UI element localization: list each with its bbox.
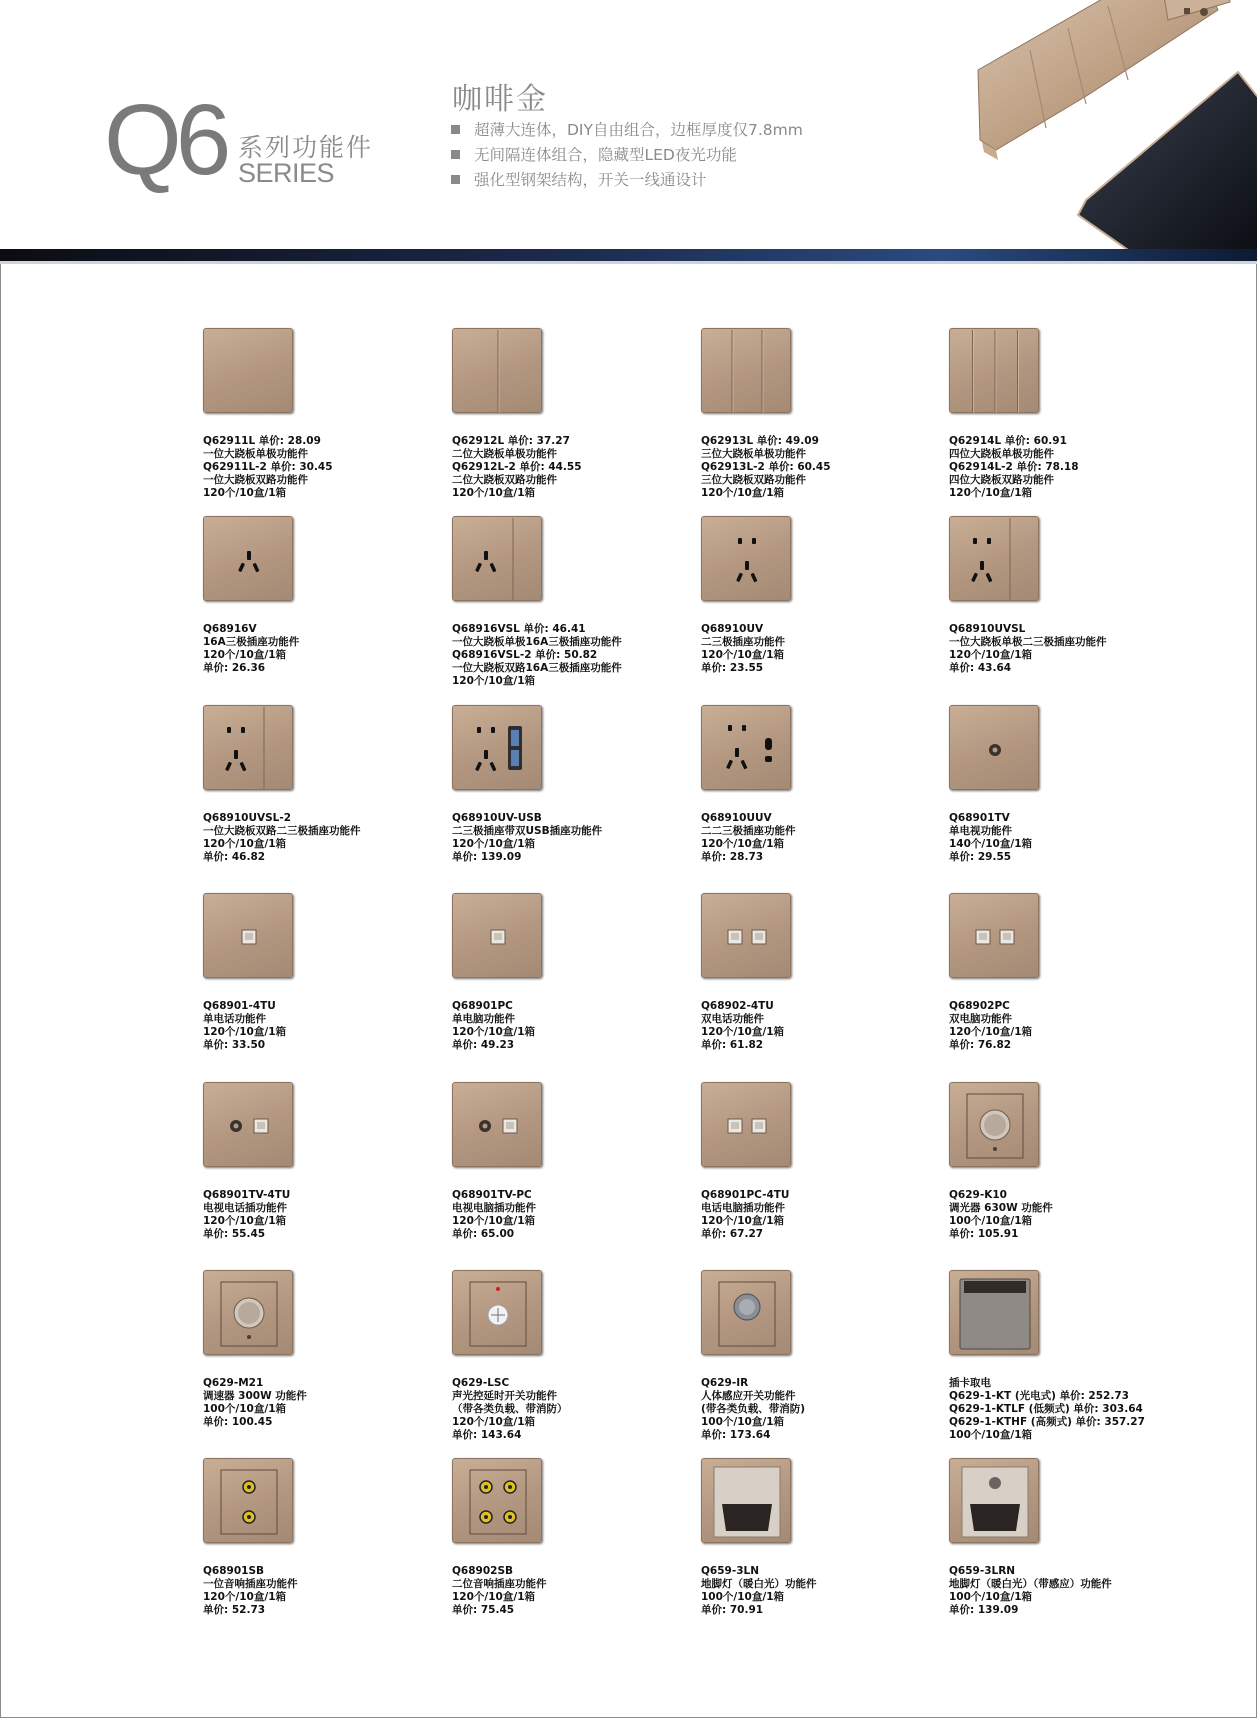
product-description	[949, 1565, 1112, 1617]
product-image	[203, 1458, 293, 1543]
product-description	[949, 623, 1107, 675]
product-image	[452, 328, 542, 413]
product-detail-line: 120个/10盒/1箱	[452, 487, 536, 499]
product-detail-line: Q62912L-2 单价: 44.55	[452, 461, 582, 473]
product-model: Q68910UV-USB	[452, 812, 542, 824]
product-model: Q629-K10	[949, 1189, 1007, 1201]
product-detail-line: 二三极插座功能件	[701, 636, 785, 648]
product-detail-line: 单价: 49.23	[452, 1039, 515, 1051]
switch-three-pin-socket-icon	[453, 517, 543, 602]
product-image	[949, 516, 1039, 601]
product-description	[452, 623, 622, 688]
product-detail-line: 120个/10盒/1箱	[452, 1591, 536, 1603]
double-phone-jack-icon	[702, 894, 792, 979]
product-image	[203, 1082, 293, 1167]
product-detail-line: 三位大跷板单极功能件	[701, 448, 806, 460]
product-description	[452, 1189, 536, 1241]
product-image	[452, 516, 542, 601]
product-detail-line: 120个/10盒/1箱	[203, 1026, 287, 1038]
product-detail-line: 100个/10盒/1箱	[701, 1591, 785, 1603]
product-description	[452, 812, 602, 864]
product-model: Q68901TV	[949, 812, 1010, 824]
product-detail-line: 地脚灯（暖白光）功能件	[701, 1578, 817, 1590]
product-detail-line: 单价: 29.55	[949, 851, 1012, 863]
product-detail-line: 120个/10盒/1箱	[452, 838, 536, 850]
product-detail-line: Q62914L-2 单价: 78.18	[949, 461, 1079, 473]
product-description	[203, 1377, 307, 1429]
single-speaker-socket-icon	[204, 1459, 294, 1544]
product-detail-line: 16A三极插座功能件	[203, 636, 300, 648]
product-detail-line: 单价: 173.64	[701, 1429, 771, 1441]
product-detail-line: 二位大跷板双路功能件	[452, 474, 557, 486]
series-label: SERIES	[238, 158, 335, 188]
series-subtitle: 系列功能件	[238, 133, 374, 162]
five-hole-socket-icon	[702, 517, 792, 602]
product-detail-line: 单电脑功能件	[452, 1013, 515, 1025]
product-detail-line: 单价: 67.27	[701, 1228, 764, 1240]
product-detail-line: 二三极插座带双USB插座功能件	[452, 825, 603, 837]
product-description	[949, 812, 1032, 864]
product-detail-line: 120个/10盒/1箱	[701, 1215, 785, 1227]
product-description	[452, 1377, 568, 1442]
product-description	[701, 1377, 805, 1442]
phone-network-outlet-icon	[702, 1083, 792, 1168]
network-jack-icon	[453, 894, 543, 979]
product-image	[701, 1270, 791, 1355]
product-detail-line: 地脚灯（暖白光）（带感应）功能件	[949, 1578, 1112, 1590]
product-detail-line: 二位音响插座功能件	[452, 1578, 547, 1590]
product-description	[701, 1189, 789, 1241]
motion-sensor-icon	[702, 1271, 792, 1356]
product-detail-line: 单价: 23.55	[701, 662, 764, 674]
product-description	[949, 1000, 1032, 1052]
product-description	[203, 1000, 286, 1052]
product-detail-line: 单价: 55.45	[203, 1228, 266, 1240]
dimmer-knob-icon	[950, 1083, 1040, 1168]
product-image	[701, 705, 791, 790]
product-detail-line: （带各类负载、带消防）	[452, 1403, 568, 1415]
product-detail-line: 120个/10盒/1箱	[949, 649, 1033, 661]
product-model: Q68916V	[203, 623, 257, 635]
product-detail-line: Q62913L-2 单价: 60.45	[701, 461, 831, 473]
product-image	[949, 328, 1039, 413]
product-detail-line: Q62911L-2 单价: 30.45	[203, 461, 333, 473]
product-detail-line: 单价: 143.64	[452, 1429, 522, 1441]
product-detail-line: 100个/10盒/1箱	[949, 1429, 1033, 1441]
product-detail-line: 120个/10盒/1箱	[203, 487, 287, 499]
product-model: Q659-3LN	[701, 1565, 759, 1577]
product-image	[452, 705, 542, 790]
product-image	[949, 705, 1039, 790]
double-network-jack-icon	[950, 894, 1040, 979]
product-detail-line: Q629-1-KTHF (高频式) 单价: 357.27	[949, 1416, 1145, 1428]
product-model: Q62914L 单价: 60.91	[949, 435, 1067, 447]
phone-jack-icon	[204, 894, 294, 979]
product-detail-line: 单电话功能件	[203, 1013, 266, 1025]
product-description	[701, 435, 831, 500]
product-image	[452, 893, 542, 978]
product-model: Q62913L 单价: 49.09	[701, 435, 819, 447]
card-slot-icon	[950, 1271, 1040, 1356]
product-model: Q68901TV-PC	[452, 1189, 532, 1201]
feature-item: 强化型钢架结构，开关一线通设计	[451, 167, 803, 191]
product-detail-line: 100个/10盒/1箱	[949, 1215, 1033, 1227]
product-detail-line: 120个/10盒/1箱	[701, 1026, 785, 1038]
three-pin-socket-16a-icon	[204, 517, 294, 602]
product-model: Q68902SB	[452, 1565, 514, 1577]
product-model: Q62912L 单价: 37.27	[452, 435, 570, 447]
seven-hole-socket-icon	[702, 706, 792, 791]
product-description	[203, 812, 361, 864]
product-detail-line: 单价: 75.45	[452, 1604, 515, 1616]
two-gang-switch-icon	[453, 329, 543, 414]
product-detail-line: 100个/10盒/1箱	[203, 1403, 287, 1415]
product-image	[949, 893, 1039, 978]
tv-phone-outlet-icon	[204, 1083, 294, 1168]
product-description	[203, 1565, 298, 1617]
product-detail-line: 一位大跷板双路16A三极插座功能件	[452, 662, 622, 674]
product-detail-line: 120个/10盒/1箱	[203, 1215, 287, 1227]
product-image	[701, 328, 791, 413]
product-image	[949, 1458, 1039, 1543]
product-detail-line: 120个/10盒/1箱	[452, 1026, 536, 1038]
product-detail-line: 三位大跷板双路功能件	[701, 474, 806, 486]
product-detail-line: Q629-1-KT (光电式) 单价: 252.73	[949, 1390, 1129, 1402]
product-detail-line: 单电视功能件	[949, 825, 1012, 837]
product-detail-line: 一位大跷板双路功能件	[203, 474, 308, 486]
product-detail-line: 四位大跷板双路功能件	[949, 474, 1054, 486]
product-detail-line: 120个/10盒/1箱	[949, 487, 1033, 499]
product-detail-line: 140个/10盒/1箱	[949, 838, 1033, 850]
product-detail-line: 120个/10盒/1箱	[203, 838, 287, 850]
series-logo: Q6	[104, 84, 226, 196]
product-detail-line: 单价: 76.82	[949, 1039, 1012, 1051]
product-model: Q68901PC	[452, 1000, 513, 1012]
product-description	[949, 1377, 1145, 1442]
product-image	[203, 893, 293, 978]
product-model: Q68910UUV	[701, 812, 772, 824]
product-model: Q68910UV	[701, 623, 764, 635]
product-model: Q68901-4TU	[203, 1000, 276, 1012]
product-model: Q68901TV-4TU	[203, 1189, 291, 1201]
tv-outlet-icon	[950, 706, 1040, 791]
product-model: Q68916VSL 单价: 46.41	[452, 623, 586, 635]
speed-dial-icon	[204, 1271, 294, 1356]
product-detail-line: 120个/10盒/1箱	[452, 1416, 536, 1428]
product-detail-line: 调光器 630W 功能件	[949, 1202, 1053, 1214]
product-image	[701, 516, 791, 601]
product-model: Q659-3LRN	[949, 1565, 1016, 1577]
product-detail-line: 一位大跷板单极功能件	[203, 448, 308, 460]
product-detail-line: 120个/10盒/1箱	[452, 1215, 536, 1227]
product-detail-line: 120个/10盒/1箱	[701, 838, 785, 850]
product-detail-line: 单价: 65.00	[452, 1228, 515, 1240]
product-description	[452, 435, 582, 500]
product-description	[701, 812, 796, 864]
product-detail-line: 一位大跷板双路二三极插座功能件	[203, 825, 361, 837]
product-detail-line: 单价: 70.91	[701, 1604, 764, 1616]
product-detail-line: 调速器 300W 功能件	[203, 1390, 307, 1402]
product-model: Q629-IR	[701, 1377, 749, 1389]
product-detail-line: 一位大跷板单极二三极插座功能件	[949, 636, 1107, 648]
feature-item: 超薄大连体，DIY自由组合，边框厚度仅7.8mm	[451, 117, 803, 141]
product-image	[701, 893, 791, 978]
product-description	[701, 1565, 817, 1617]
one-gang-switch-icon	[204, 329, 294, 414]
product-model: Q68910UVSL-2	[203, 812, 292, 824]
product-detail-line: 120个/10盒/1箱	[701, 649, 785, 661]
product-detail-line: Q629-1-KTLF (低频式) 单价: 303.64	[949, 1403, 1143, 1415]
product-image	[203, 705, 293, 790]
product-detail-line: 双电脑功能件	[949, 1013, 1012, 1025]
product-description	[452, 1000, 535, 1052]
tv-network-outlet-icon	[453, 1083, 543, 1168]
product-detail-line: 单价: 33.50	[203, 1039, 266, 1051]
product-detail-line: 单价: 61.82	[701, 1039, 764, 1051]
product-detail-line: Q68916VSL-2 单价: 50.82	[452, 649, 598, 661]
product-model: Q68910UVSL	[949, 623, 1026, 635]
product-description	[701, 1000, 784, 1052]
floor-light-sensor-icon	[950, 1459, 1040, 1544]
product-detail-line: 单价: 105.91	[949, 1228, 1019, 1240]
product-description	[949, 1189, 1053, 1241]
product-detail-line: 100个/10盒/1箱	[949, 1591, 1033, 1603]
product-detail-line: 声光控延时开关功能件	[452, 1390, 557, 1402]
switch-five-hole-socket-icon	[204, 706, 294, 791]
product-image	[452, 1458, 542, 1543]
product-description	[203, 435, 333, 500]
product-detail-line: 单价: 139.09	[949, 1604, 1019, 1616]
product-model: Q62911L 单价: 28.09	[203, 435, 321, 447]
switch-five-hole-socket-icon	[950, 517, 1040, 602]
product-image	[949, 1082, 1039, 1167]
product-detail-line: 单价: 52.73	[203, 1604, 266, 1616]
product-detail-line: 120个/10盒/1箱	[203, 1591, 287, 1603]
product-model: Q629-M21	[203, 1377, 264, 1389]
product-detail-line: 人体感应开关功能件	[701, 1390, 796, 1402]
product-detail-line: 单价: 26.36	[203, 662, 266, 674]
product-detail-line: 二二三极插座功能件	[701, 825, 796, 837]
product-image	[452, 1270, 542, 1355]
product-description	[203, 1189, 290, 1241]
product-detail-line: 100个/10盒/1箱	[701, 1416, 785, 1428]
product-detail-line: (带各类负载、带消防)	[701, 1403, 806, 1415]
product-detail-line: 二位大跷板单极功能件	[452, 448, 557, 460]
product-image	[452, 1082, 542, 1167]
product-description	[452, 1565, 547, 1617]
product-model: Q629-LSC	[452, 1377, 510, 1389]
product-model: Q68902-4TU	[701, 1000, 774, 1012]
product-detail-line: 电视电脑插功能件	[452, 1202, 536, 1214]
product-description	[949, 435, 1079, 500]
product-detail-line: 120个/10盒/1箱	[701, 487, 785, 499]
product-detail-line: 双电话功能件	[701, 1013, 764, 1025]
three-gang-switch-icon	[702, 329, 792, 414]
product-image	[203, 516, 293, 601]
four-gang-switch-icon	[950, 329, 1040, 414]
color-name: 咖啡金	[452, 82, 548, 117]
product-model: 插卡取电	[949, 1377, 991, 1389]
product-image	[701, 1458, 791, 1543]
product-detail-line: 一位大跷板单极16A三极插座功能件	[452, 636, 622, 648]
product-image	[701, 1082, 791, 1167]
product-description	[701, 623, 785, 675]
product-detail-line: 单价: 46.82	[203, 851, 266, 863]
product-detail-line: 单价: 28.73	[701, 851, 764, 863]
product-detail-line: 单价: 139.09	[452, 851, 522, 863]
product-model: Q68901SB	[203, 1565, 265, 1577]
floor-light-icon	[702, 1459, 792, 1544]
product-detail-line: 四位大跷板单极功能件	[949, 448, 1054, 460]
product-detail-line: 120个/10盒/1箱	[949, 1026, 1033, 1038]
product-detail-line: 单价: 43.64	[949, 662, 1012, 674]
product-detail-line: 120个/10盒/1箱	[452, 675, 536, 687]
product-model: Q68901PC-4TU	[701, 1189, 790, 1201]
product-model: Q68902PC	[949, 1000, 1010, 1012]
product-image	[203, 328, 293, 413]
product-detail-line: 单价: 100.45	[203, 1416, 273, 1428]
product-detail-line: 电视电话插功能件	[203, 1202, 287, 1214]
product-detail-line: 电话电脑插功能件	[701, 1202, 785, 1214]
product-detail-line: 120个/10盒/1箱	[203, 649, 287, 661]
double-speaker-socket-icon	[453, 1459, 543, 1544]
sound-light-sensor-icon	[453, 1271, 543, 1356]
feature-item: 无间隔连体组合，隐藏型LED夜光功能	[451, 142, 803, 166]
usb-socket-icon	[453, 706, 543, 791]
product-detail-line: 一位音响插座功能件	[203, 1578, 298, 1590]
product-image	[203, 1270, 293, 1355]
product-image	[949, 1270, 1039, 1355]
product-description	[203, 623, 299, 675]
